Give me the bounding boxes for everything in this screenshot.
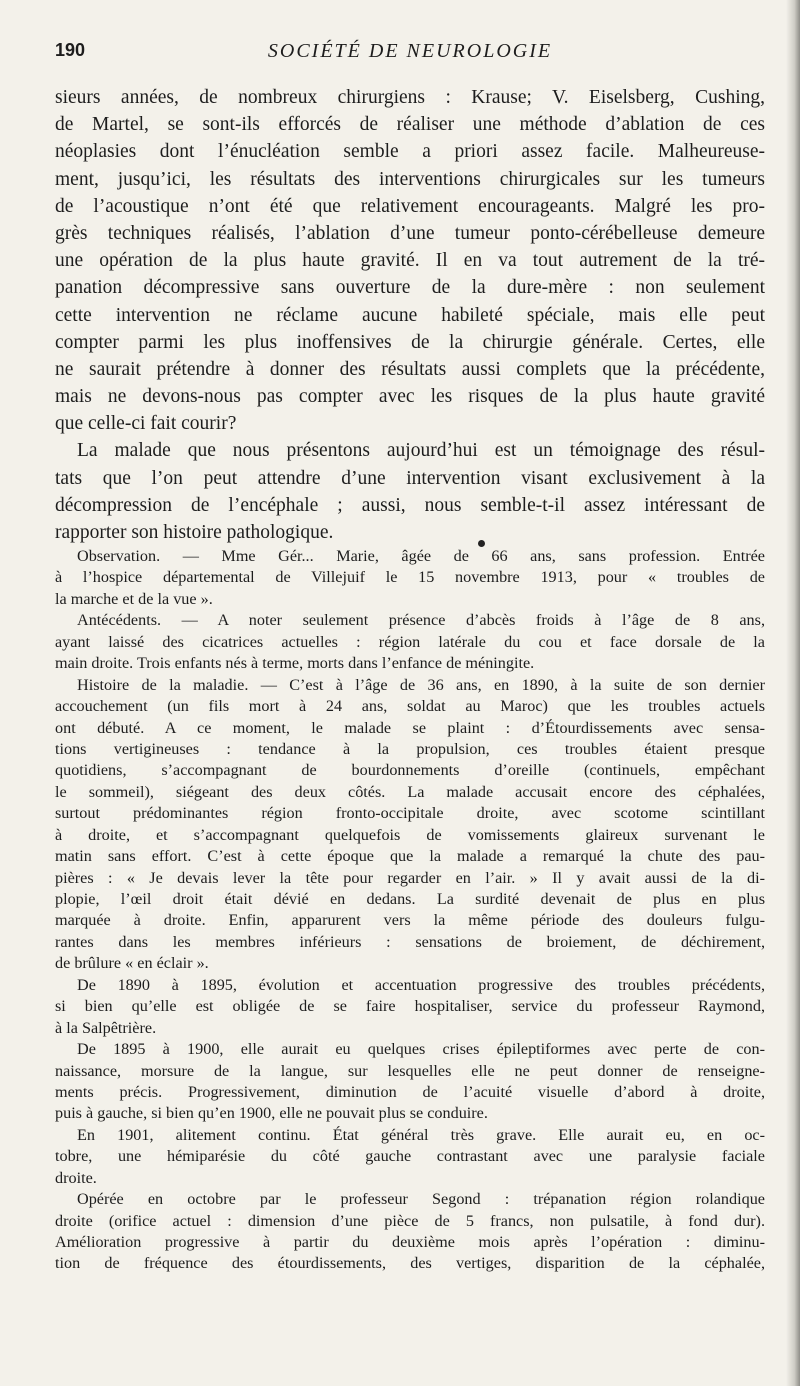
text-line: rantes dans les membres inférieurs : sensations de broiement, de déchirement, — [55, 932, 765, 951]
text-line: de l’acoustique n’ont été que relativement encourageants. Malgré les pro- — [55, 195, 765, 217]
text-line: à la Salpêtrière. — [55, 1018, 157, 1037]
text-line: tion de fréquence des étourdissements, des vertiges, disparition de la céphalée, — [55, 1254, 765, 1273]
text-line: de brûlure « en éclair ». — [55, 954, 209, 973]
text-line: ments précis. Progressivement, diminution de l’acuité visuelle d’abord à droite, — [55, 1082, 765, 1101]
page-edge-shadow — [786, 0, 800, 1386]
text-line: puis à gauche, si bien qu’en 1900, elle ne pouvait plus se conduire. — [55, 1104, 488, 1123]
text-line: ont débuté. A ce moment, le malade se plaint : d’Étourdissements avec sensa- — [55, 718, 765, 737]
text-line: à droite, et s’accompagnant quelquefois de vomissements glaireux survenant le — [55, 825, 765, 844]
text-line: De 1895 à 1900, elle aurait eu quelques crises épileptiformes avec perte de con- — [77, 1040, 765, 1059]
text-line: néoplasies dont l’énucléation semble a priori assez facile. Malheureuse- — [55, 141, 765, 163]
text-line: compter parmi les plus inoffensives de la chirurgie générale. Certes, elle — [55, 331, 765, 353]
text-line: accouchement (un fils mort à 24 ans, soldat au Maroc) que les troubles actuels — [55, 697, 765, 716]
text-line: ment, jusqu’ici, les résultats des interventions chirurgicales sur les tumeurs — [55, 168, 765, 190]
text-line: la marche et de la vue ». — [55, 589, 213, 608]
text-line: surtout prédominantes région fronto-occipitale droite, avec scotome scintillant — [55, 804, 765, 823]
text-line: naissance, morsure de la langue, sur lesquelles elle ne peut donner de renseigne- — [55, 1061, 765, 1080]
text-line: cette intervention ne réclame aucune habileté spéciale, mais elle peut — [55, 304, 765, 326]
text-line: tats que l’on peut attendre d’une intervention visant exclusivement à la — [55, 467, 765, 489]
text-line: quotidiens, s’accompagnant de bourdonnements d’oreille (continuels, empêchant — [55, 761, 765, 780]
text-line: marquée à droite. Enfin, apparurent vers la même période des douleurs fulgu- — [55, 911, 765, 930]
text-line: panation décompressive sans ouverture de la dure-mère : non seulement — [55, 277, 765, 299]
intro-text — [55, 84, 765, 546]
text-line: une opération de la plus haute gravité. Il en va tout autrement de la tré- — [55, 250, 765, 272]
text-line: main droite. Trois enfants nés à terme, morts dans l’enfance de méningite. — [55, 654, 535, 673]
text-line: Observation. — Mme Gér... Marie, âgée de 66 ans, sans profession. Entrée — [77, 547, 765, 565]
observation-text — [55, 546, 765, 1275]
text-line: Amélioration progressive à partir du deuxième mois après l’opération : diminu- — [55, 1233, 765, 1251]
text-line: tions vertigineuses : tendance à la propulsion, ces troubles étaient presque — [55, 739, 765, 758]
text-line: si bien qu’elle est obligée de se faire hospitaliser, service du professeur Raymond, — [55, 997, 765, 1016]
text-line: Opérée en octobre par le professeur Segond : trépanation région rolandique — [77, 1190, 765, 1209]
page-header — [55, 40, 765, 70]
text-line: décompression de l’encéphale ; aussi, nous semble-t-il assez intéressant de — [55, 494, 765, 516]
text-line: ne saurait prétendre à donner des résultats aussi complets que la précédente, — [55, 358, 765, 380]
text-line: sieurs années, de nombreux chirurgiens : Krause; V. Eiselsberg, Cushing, — [55, 87, 765, 108]
page-number: 190 — [55, 40, 86, 60]
text-line: grès techniques réalisés, l’ablation d’une tumeur ponto-cérébelleuse demeure — [55, 222, 765, 244]
text-line: pières : « Je devais lever la tête pour regarder en l’air. » Il y avait aussi de la di- — [55, 868, 765, 887]
text-line: En 1901, alitement continu. État général très grave. Elle aurait eu, en oc- — [77, 1125, 765, 1144]
text-line: La malade que nous présentons aujourd’hui est un témoignage des résul- — [77, 440, 765, 462]
text-line: rapporter son histoire pathologique. — [55, 522, 334, 543]
text-line: mais ne devons-nous pas compter avec les risques de la plus haute gravité — [55, 386, 765, 408]
text-line: à l’hospice départemental de Villejuif le 15 novembre 1913, pour « troubles de — [55, 568, 765, 587]
text-line: ayant laissé des cicatrices actuelles : région latérale du cou et face dorsale de la — [55, 632, 765, 651]
text-line: de Martel, se sont-ils efforcés de réaliser une méthode d’ablation de ces — [55, 114, 765, 136]
text-line: tobre, une hémiparésie du côté gauche contrastant avec une paralysie faciale — [55, 1147, 765, 1166]
text-line: Histoire de la maladie. — C’est à l’âge de 36 ans, en 1890, à la suite de son dernier — [77, 675, 765, 694]
text-line: plopie, l’œil droit était dévié en dedans. La surdité devenait de plus en plus — [55, 890, 765, 908]
text-line: droite (orifice actuel : dimension d’une pièce de 5 francs, non pulsatile, à fond dur). — [55, 1211, 765, 1230]
running-title: SOCIÉTÉ DE NEUROLOGIE — [267, 40, 553, 62]
text-line: matin sans effort. C’est à cette époque que la malade a remarqué la chute des pau- — [55, 847, 765, 866]
text-line: droite. — [55, 1168, 97, 1187]
text-line: Antécédents. — A noter seulement présence d’abcès froids à l’âge de 8 ans, — [77, 611, 765, 630]
text-line: De 1890 à 1895, évolution et accentuation progressive des troubles précédents, — [77, 975, 765, 994]
text-line: que celle-ci fait courir? — [55, 413, 237, 435]
text-line: le sommeil), siégeant des deux côtés. La malade accusait encore des céphalées, — [55, 782, 765, 801]
